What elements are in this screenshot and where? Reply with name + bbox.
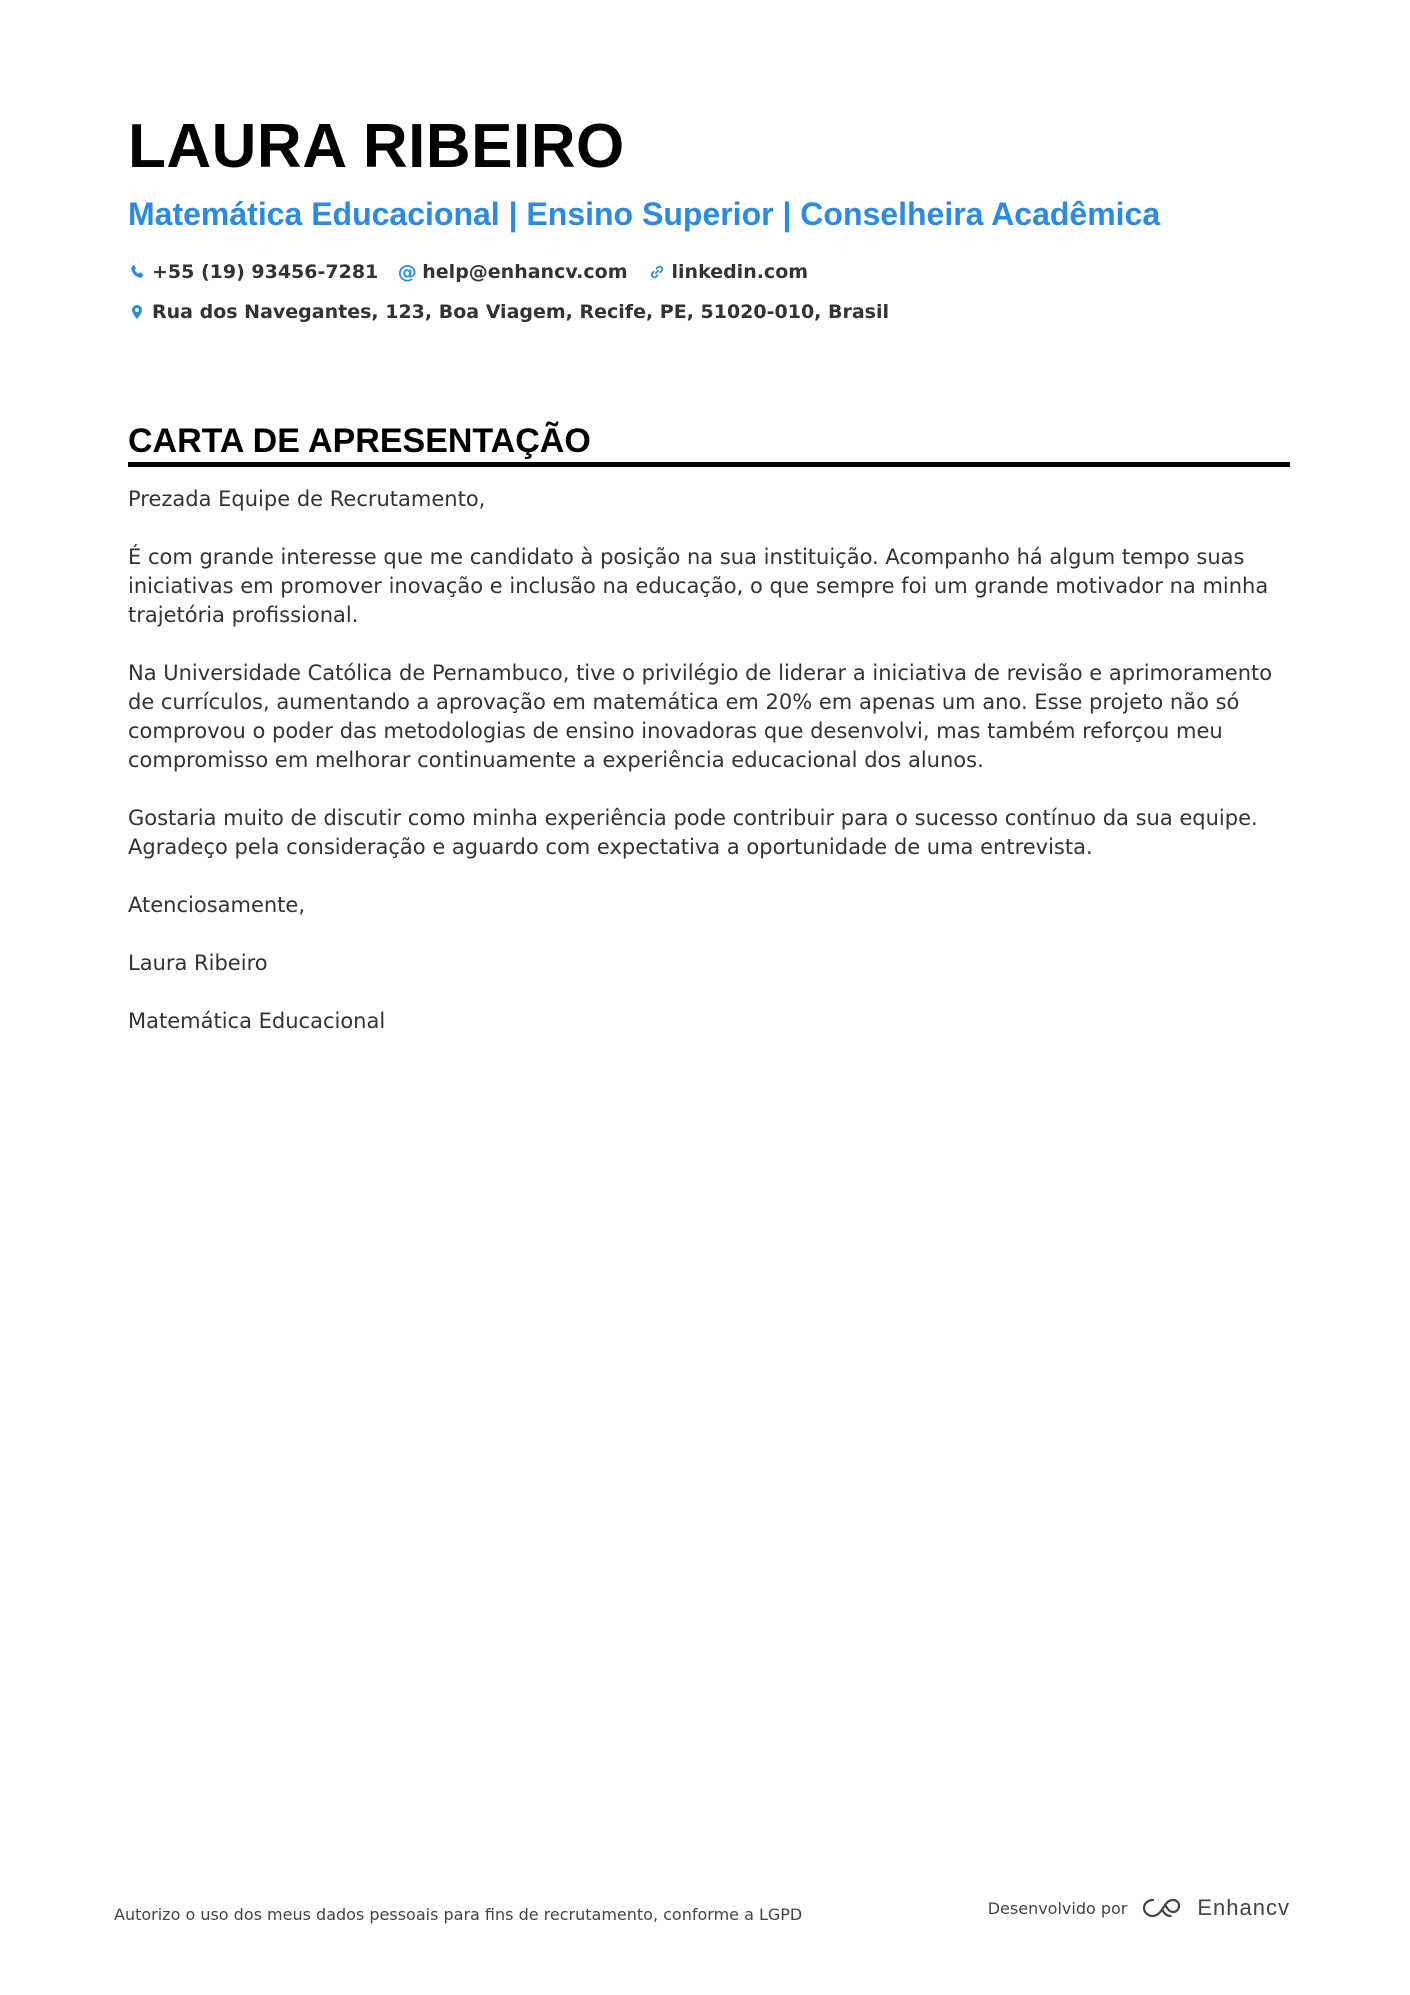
powered-by[interactable] bbox=[988, 1895, 1290, 1921]
contact-linkedin[interactable] bbox=[648, 261, 809, 283]
signature-title: Matemática Educacional bbox=[128, 1009, 386, 1033]
contact-row-primary bbox=[128, 252, 1290, 292]
cover-letter-body bbox=[128, 485, 1290, 1036]
contact-row-address bbox=[128, 292, 1290, 332]
contact-address bbox=[128, 301, 889, 323]
address-text: Rua dos Navegantes, 123, Boa Viagem, Recife, PE, 51020-010, Brasil bbox=[152, 301, 890, 323]
linkedin-text: linkedin.com bbox=[671, 261, 809, 283]
letter-closing: Atenciosamente, bbox=[128, 893, 306, 917]
email-text: help@enhancv.com bbox=[422, 261, 628, 283]
section-title: CARTA DE APRESENTAÇÃO bbox=[128, 422, 1290, 467]
signature-name: Laura Ribeiro bbox=[128, 951, 268, 975]
contact-email[interactable] bbox=[398, 261, 627, 283]
enhancv-wordmark: Enhancv bbox=[1197, 1895, 1290, 1920]
candidate-name: LAURA RIBEIRO bbox=[128, 112, 625, 181]
letter-paragraph: É com grande interesse que me candidato à posição na sua instituição. Acompanho há algum tempo suas iniciativas em promover inovação e inclusão na educação, o que sempre foi um grande motivador na minha trajetória profissional. bbox=[128, 545, 1269, 627]
link-icon bbox=[648, 263, 666, 281]
phone-icon bbox=[128, 263, 146, 281]
at-icon: @ bbox=[397, 261, 417, 283]
location-pin-icon bbox=[128, 303, 146, 321]
candidate-headline: Matemática Educacional | Ensino Superior | Conselheira Acadêmica bbox=[128, 196, 1161, 232]
enhancv-logo-icon bbox=[1139, 1895, 1185, 1921]
resume-page bbox=[128, 110, 1290, 1065]
page-footer bbox=[114, 1890, 1290, 1926]
letter-paragraph: Na Universidade Católica de Pernambuco, tive o privilégio de liderar a iniciativa de revisão e aprimoramento de currículos, aumentando a aprovação em matemática em 20% em apenas um ano. Esse projeto não só comprovou o poder das metodologias de ensino inovadoras que desenvolvi, mas também reforçou meu compromisso em melhorar continuamente a experiência educacional dos alunos. bbox=[128, 661, 1273, 772]
contact-phone[interactable] bbox=[128, 261, 378, 283]
data-consent-note: Autorizo o uso dos meus dados pessoais para fins de recrutamento, conforme a LGPD bbox=[114, 1904, 803, 1924]
enhancv-logo bbox=[1139, 1895, 1290, 1921]
powered-by-label: Desenvolvido por bbox=[987, 1898, 1128, 1918]
letter-paragraph: Gostaria muito de discutir como minha experiência pode contribuir para o sucesso contínuo da sua equipe. Agradeço pela consideração e aguardo com expectativa a oportunidade de uma entrevista. bbox=[128, 806, 1258, 859]
phone-text: +55 (19) 93456-7281 bbox=[152, 261, 379, 283]
contact-info bbox=[128, 252, 1290, 332]
letter-greeting: Prezada Equipe de Recrutamento, bbox=[128, 487, 486, 511]
